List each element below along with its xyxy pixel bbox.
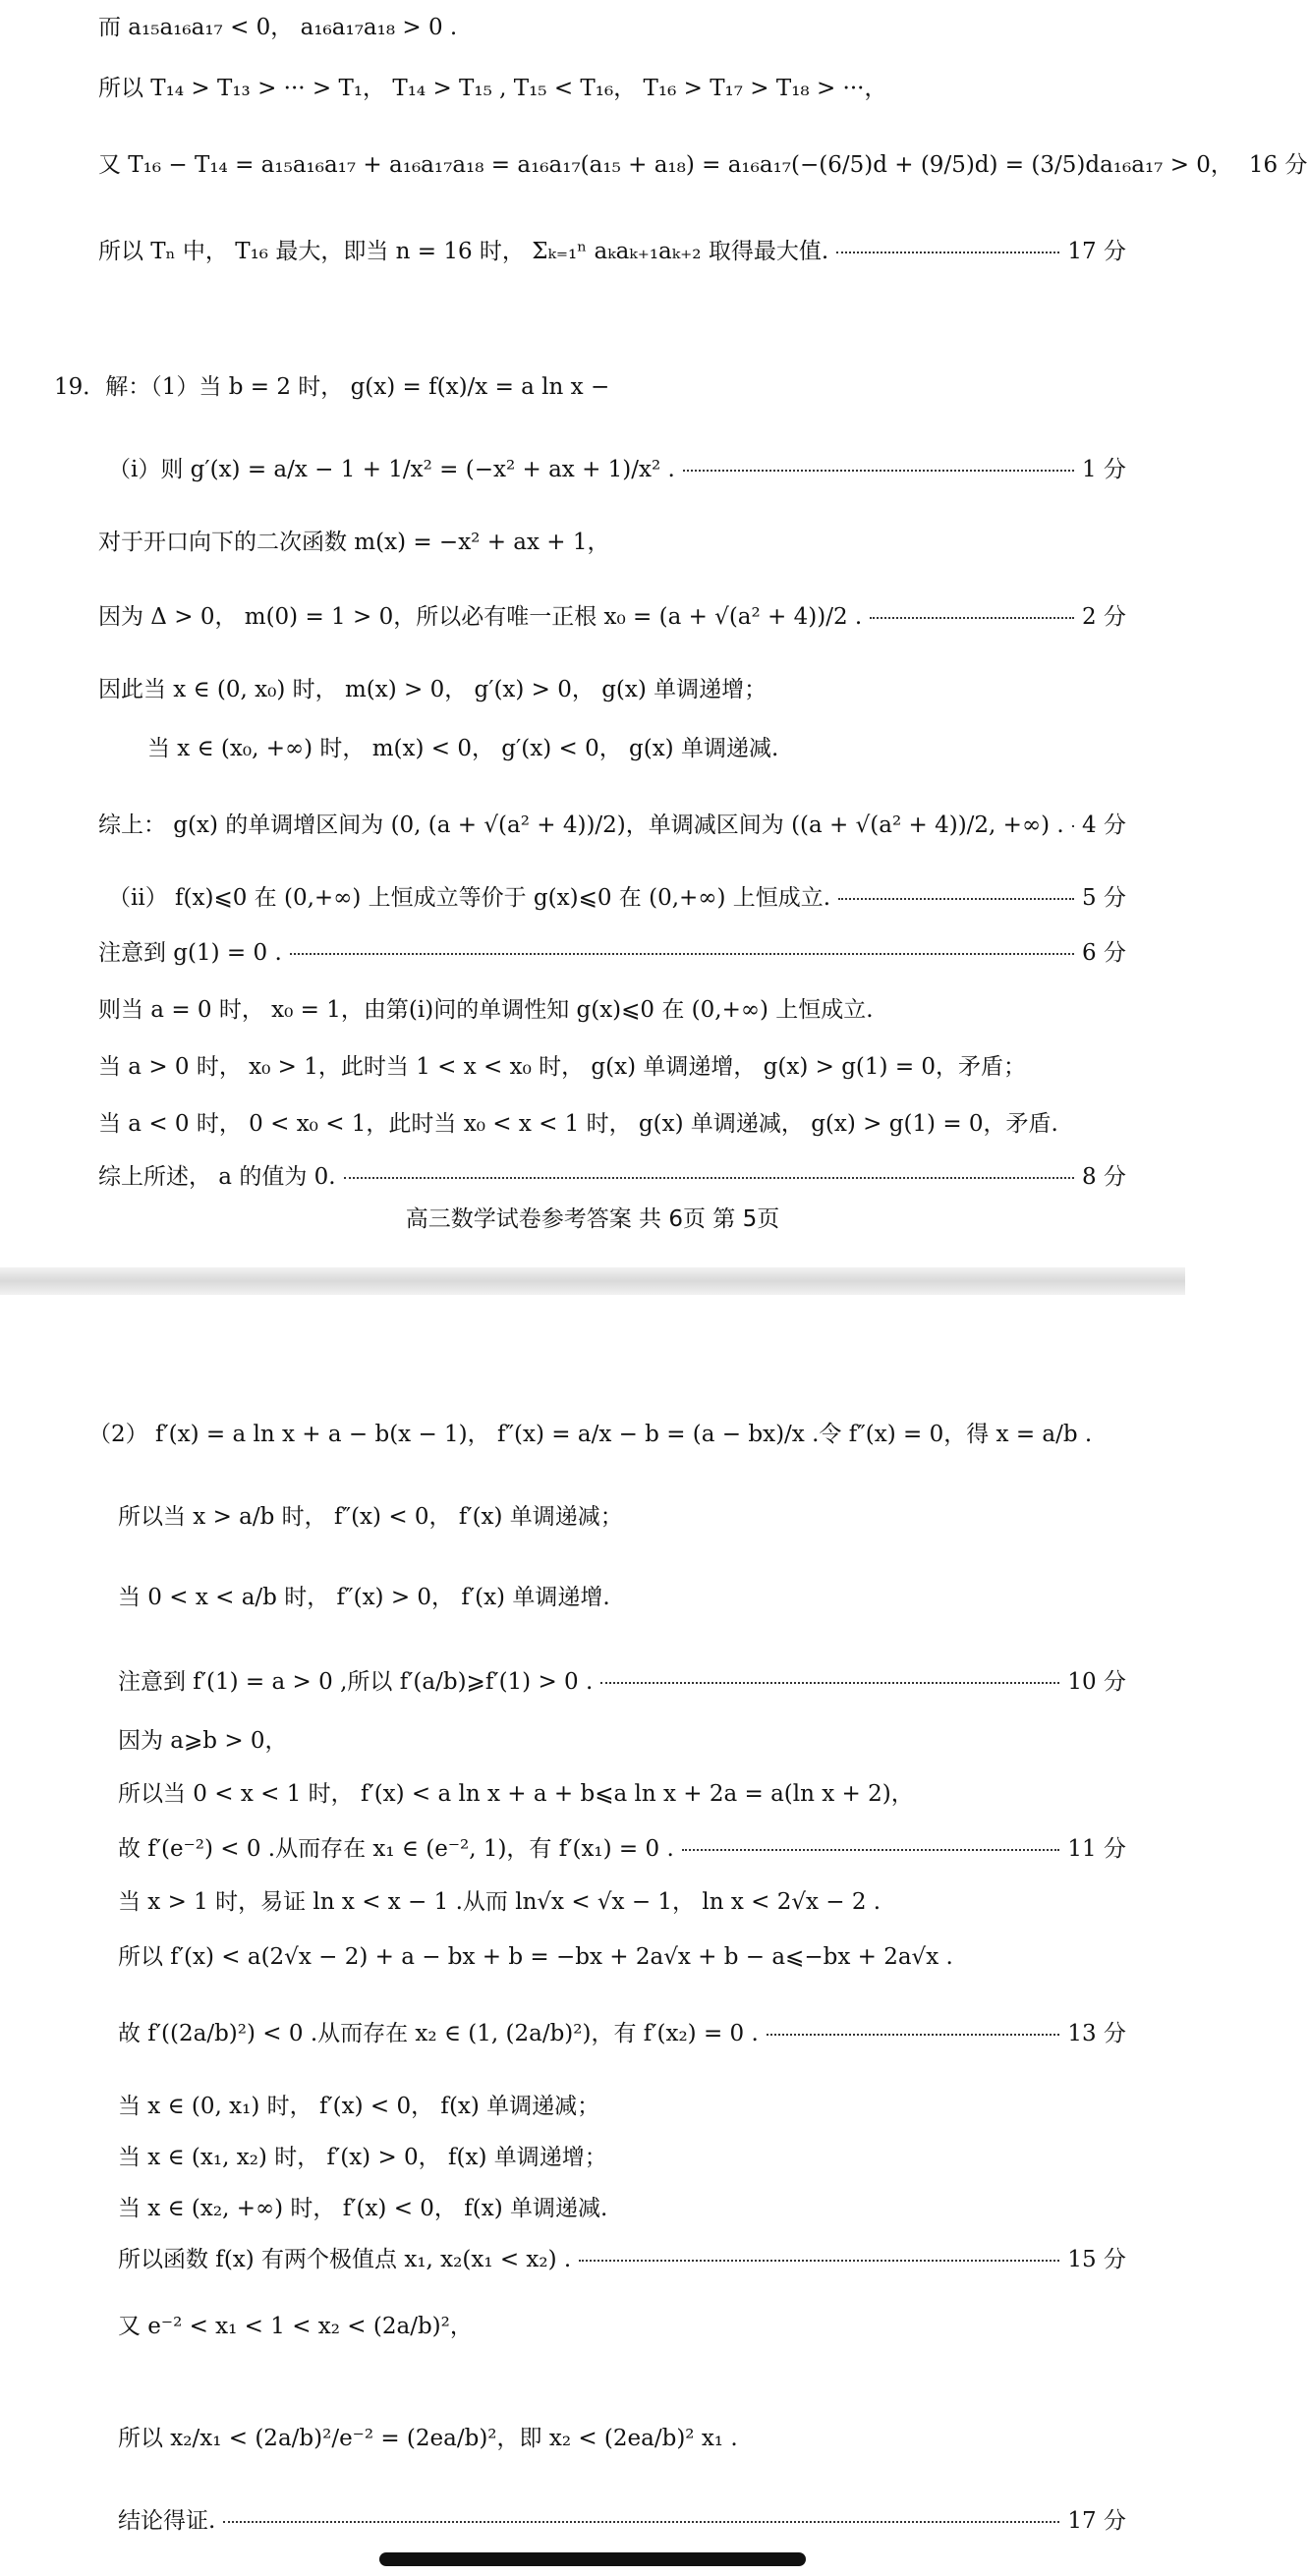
solution-line: 当 a < 0 时， 0 < x₀ < 1，此时当 x₀ < x < 1 时， g(x) 单调递减， g(x) > g(1) = 0，矛盾. bbox=[98, 1111, 1058, 1137]
solution-line: 所以当 0 < x < 1 时， f′(x) < a ln x + a + b⩽a ln x + 2a = a(ln x + 2)， bbox=[118, 1781, 914, 1807]
solution-line: 又 e⁻² < x₁ < 1 < x₂ < (2a/b)²， bbox=[118, 2314, 473, 2339]
score-mark: 2 分 bbox=[1082, 604, 1126, 630]
solution-line: 注意到 g(1) = 0 . 6 分 bbox=[98, 937, 1126, 969]
score-mark: 11 分 bbox=[1067, 1836, 1126, 1862]
solution-line: （2） f′(x) = a ln x + a − b(x − 1)， f″(x) = a/x − b = (a − bx)/x .令 f″(x) = 0，得 x = a/b . bbox=[88, 1422, 1093, 1447]
page-separator bbox=[0, 1267, 1185, 1295]
solution-line: 因此当 x ∈ (0, x₀) 时， m(x) > 0， g′(x) > 0， g(x) 单调递增； bbox=[98, 677, 768, 702]
solution-line: 综上所述， a 的值为 0. 8 分 bbox=[98, 1161, 1126, 1193]
solution-line: 所以函数 f(x) 有两个极值点 x₁, x₂(x₁ < x₂) . 15 分 bbox=[118, 2244, 1126, 2275]
solution-line: 当 x > 1 时，易证 ln x < x − 1 .从而 ln√x < √x − 1， ln x < 2√x − 2 . bbox=[118, 1889, 881, 1915]
score-mark: 6 分 bbox=[1082, 940, 1126, 966]
answer-page-5 bbox=[0, 0, 1308, 1267]
solution-line: 综上： g(x) 的单调增区间为 (0, (a + √(a² + 4))/2)，单调减区间为 ((a + √(a² + 4))/2, +∞) . 4 分 bbox=[98, 810, 1126, 841]
score-mark: 8 分 bbox=[1082, 1164, 1126, 1190]
solution-line: 所以 Tₙ 中， T₁₆ 最大，即当 n = 16 时， Σₖ₌₁ⁿ aₖaₖ₊₁aₖ₊₂ 取得最大值. 17 分 bbox=[98, 236, 1126, 267]
solution-line: 因为 Δ > 0， m(0) = 1 > 0，所以必有唯一正根 x₀ = (a + √(a² + 4))/2 . 2 分 bbox=[98, 601, 1126, 633]
solution-line: 所以 f′(x) < a(2√x − 2) + a − bx + b = −bx + 2a√x + b − a⩽−bx + 2a√x . bbox=[118, 1944, 953, 1970]
solution-line: 当 x ∈ (x₂, +∞) 时， f′(x) < 0， f(x) 单调递减. bbox=[118, 2196, 608, 2221]
solution-line: 所以当 x > a/b 时， f″(x) < 0， f′(x) 单调递减； bbox=[118, 1504, 623, 1530]
solution-line: 对于开口向下的二次函数 m(x) = −x² + ax + 1， bbox=[98, 530, 610, 555]
solution-line: 当 x ∈ (0, x₁) 时， f′(x) < 0， f(x) 单调递减； bbox=[118, 2094, 600, 2119]
solution-line: 则当 a = 0 时， x₀ = 1，由第(i)问的单调性知 g(x)⩽0 在 (0,+∞) 上恒成立. bbox=[98, 997, 874, 1023]
solution-line: 故 f′((2a/b)²) < 0 .从而存在 x₂ ∈ (1, (2a/b)²)，有 f′(x₂) = 0 . 13 分 bbox=[118, 2018, 1126, 2049]
solution-line: 结论得证. 17 分 bbox=[118, 2505, 1126, 2537]
problem-19-heading: 19．解：（1）当 b = 2 时， g(x) = f(x)/x = a ln x − bbox=[54, 374, 610, 400]
score-mark: 17 分 bbox=[1067, 2508, 1126, 2534]
solution-line: （ⅱ） f(x)⩽0 在 (0,+∞) 上恒成立等价于 g(x)⩽0 在 (0,+∞) 上恒成立. 5 分 bbox=[108, 882, 1126, 914]
solution-line: 当 x ∈ (x₀, +∞) 时， m(x) < 0， g′(x) < 0， g(x) 单调递减. bbox=[147, 736, 779, 761]
score-mark: 13 分 bbox=[1067, 2021, 1126, 2046]
score-mark: 4 分 bbox=[1082, 812, 1126, 838]
solution-line: 当 0 < x < a/b 时， f″(x) > 0， f′(x) 单调递增. bbox=[118, 1585, 610, 1610]
solution-line: （ⅰ）则 g′(x) = a/x − 1 + 1/x² = (−x² + ax + 1)/x² . 1 分 bbox=[108, 454, 1126, 485]
score-mark: 1 分 bbox=[1082, 457, 1126, 482]
solution-line: 而 a₁₅a₁₆a₁₇ < 0， a₁₆a₁₇a₁₈ > 0 . bbox=[98, 15, 458, 40]
solution-line: 当 a > 0 时， x₀ > 1，此时当 1 < x < x₀ 时， g(x) 单调递增， g(x) > g(1) = 0，矛盾； bbox=[98, 1054, 1027, 1080]
solution-line: 故 f′(e⁻²) < 0 .从而存在 x₁ ∈ (e⁻², 1)，有 f′(x₁) = 0 . 11 分 bbox=[118, 1833, 1126, 1865]
solution-line: 因为 a⩾b > 0， bbox=[118, 1728, 288, 1754]
home-indicator[interactable] bbox=[379, 2552, 806, 2566]
score-mark: 17 分 bbox=[1067, 239, 1126, 264]
solution-line: 当 x ∈ (x₁, x₂) 时， f′(x) > 0， f(x) 单调递增； bbox=[118, 2145, 607, 2170]
solution-line: 所以 T₁₄ > T₁₃ > ··· > T₁， T₁₄ > T₁₅ , T₁₅ < T₁₆， T₁₆ > T₁₇ > T₁₈ > ···， bbox=[98, 76, 887, 101]
solution-line: 注意到 f′(1) = a > 0 ,所以 f′(a/b)⩾f′(1) > 0 . 10 分 bbox=[118, 1666, 1126, 1698]
solution-line: 所以 x₂/x₁ < (2a/b)²/e⁻² = (2ea/b)²，即 x₂ < (2ea/b)² x₁ . bbox=[118, 2426, 738, 2451]
score-mark: 16 分 bbox=[1248, 152, 1308, 178]
score-mark: 15 分 bbox=[1067, 2247, 1126, 2272]
score-mark: 5 分 bbox=[1082, 885, 1126, 911]
score-mark: 10 分 bbox=[1067, 1669, 1126, 1695]
page-footer: 高三数学试卷参考答案 共 6页 第 5页 bbox=[405, 1206, 780, 1232]
solution-line: 又 T₁₆ − T₁₄ = a₁₅a₁₆a₁₇ + a₁₆a₁₇a₁₈ = a₁₆a₁₇(a₁₅ + a₁₈) = a₁₆a₁₇(−(6/5)d + (9/5)d) = (3/5)da₁₆a₁₇ > 0， 16 分 bbox=[98, 149, 1126, 181]
answer-page-6 bbox=[0, 1295, 1185, 2576]
